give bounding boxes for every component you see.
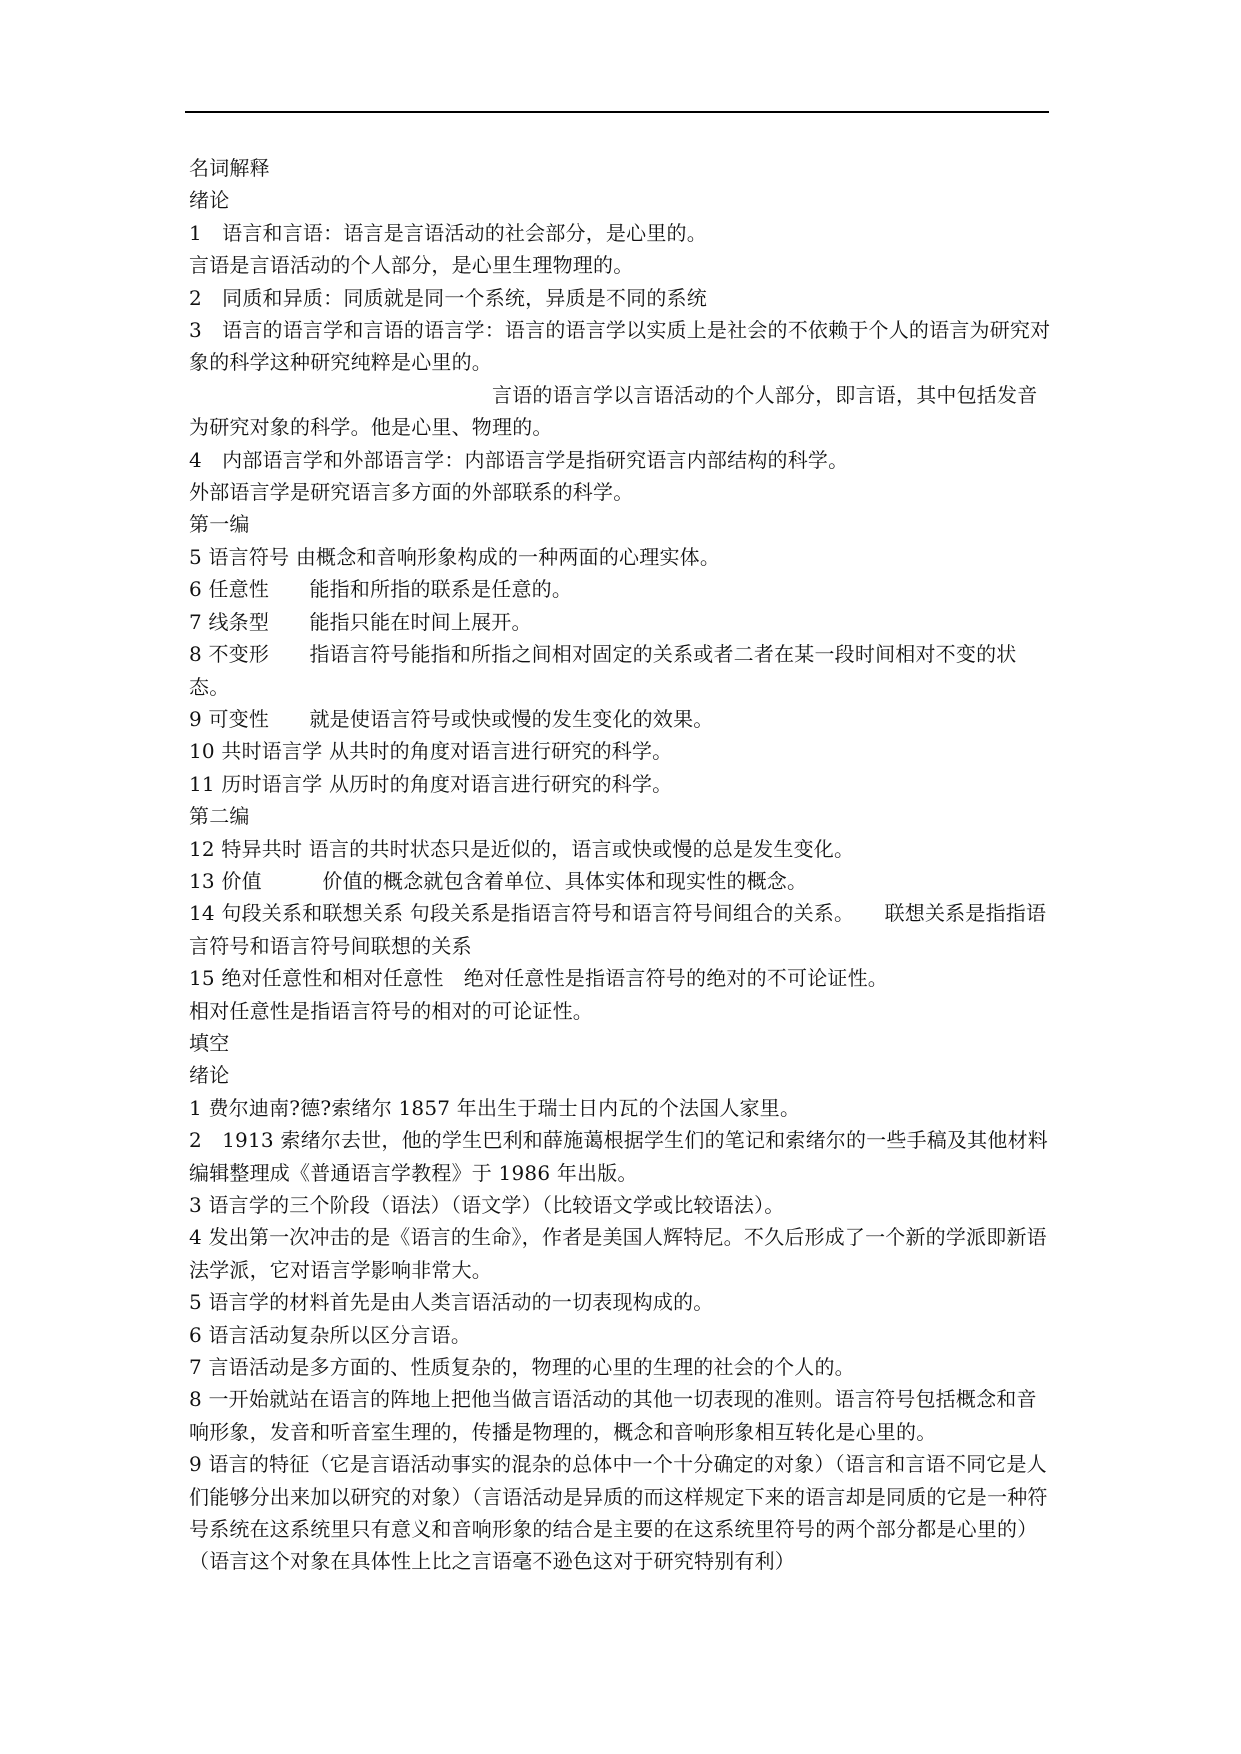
- text-line: 6 任意性 能指和所指的联系是任意的。: [189, 577, 573, 602]
- text-line: 7 言语活动是多方面的、性质复杂的，物理的心里的生理的社会的个人的。: [189, 1355, 855, 1380]
- text-line: 第一编: [189, 512, 250, 537]
- text-line: 2 1913 索绪尔去世，他的学生巴利和薛施蔼根据学生们的笔记和索绪尔的一些手稿及其他材料编辑整理成《普通语言学教程》于 1986 年出版。: [189, 1128, 1048, 1185]
- text-line: 外部语言学是研究语言多方面的外部联系的科学。: [189, 480, 634, 505]
- text-line: 言语是言语活动的个人部分，是心里生理物理的。: [189, 253, 634, 278]
- text-line: 13 价值 价值的概念就包含着单位、具体实体和现实性的概念。: [189, 868, 808, 893]
- text-line: 8 一开始就站在语言的阵地上把他当做言语活动的其他一切表现的准则。语言符号包括概念和音响形象，发音和听音室生理的，传播是物理的，概念和音响形象相互转化是心里的。: [189, 1387, 1037, 1444]
- text-line: 填空: [189, 1030, 230, 1055]
- text-line: 8 不变形 指语言符号能指和所指之间相对固定的关系或者二者在某一段时间相对不变的状态。: [189, 642, 1017, 699]
- text-line: 4 内部语言学和外部语言学：内部语言学是指研究语言内部结构的科学。: [189, 447, 849, 472]
- text-line: 9 语言的特征（它是言语活动事实的混杂的总体中一个十分确定的对象）（语言和言语不同它是人们能够分出来加以研究的对象）（言语活动是异质的而这样规定下来的语言却是同质的它是一种符号系统在这系统里只有意义和音响形象的结合是主要的在这系统里符号的两个部分都是心里的）（语言这个对象在具体性上比之言语毫不逊色这对于研究特别有利）: [189, 1452, 1048, 1574]
- text-line: 名词解释: [189, 156, 270, 180]
- text-line: 5 语言学的材料首先是由人类言语活动的一切表现构成的。: [189, 1290, 714, 1315]
- text-line: 第二编: [189, 804, 250, 829]
- text-line: 15 绝对任意性和相对任意性 绝对任意性是指语言符号的绝对的不可论证性。: [189, 966, 889, 991]
- text-line: 7 线条型 能指只能在时间上展开。: [189, 609, 532, 634]
- text-line: 11 历时语言学 从历时的角度对语言进行研究的科学。: [189, 771, 673, 796]
- text-line: 4 发出第一次冲击的是《语言的生命》，作者是美国人辉特尼。不久后形成了一个新的学派即新语法学派，它对语言学影响非常大。: [189, 1225, 1047, 1282]
- text-line: 言语的语言学以言语活动的个人部分，即言语，其中包括发音为研究对象的科学。他是心里、物理的。: [189, 382, 1038, 440]
- text-line: 相对任意性是指语言符号的相对的可论证性。: [189, 998, 593, 1023]
- text-line: 绪论: [189, 188, 230, 213]
- header-rule: [185, 111, 1049, 113]
- text-line: 5 语言符号 由概念和音响形象构成的一种两面的心理实体。: [189, 544, 721, 569]
- text-line: 10 共时语言学 从共时的角度对语言进行研究的科学。: [189, 739, 673, 764]
- text-line: 1 费尔迪南?德?索绪尔 1857 年出生于瑞士日内瓦的个法国人家里。: [189, 1095, 801, 1120]
- text-line: 3 语言的语言学和言语的语言学：语言的语言学以实质上是社会的不依赖于个人的语言为研究对象的科学这种研究纯粹是心里的。: [189, 318, 1051, 375]
- text-line: 1 语言和言语：语言是言语活动的社会部分，是心里的。: [189, 220, 707, 245]
- document-body: [189, 152, 1055, 1578]
- text-line: 绪论: [189, 1063, 230, 1088]
- text-line: 12 特异共时 语言的共时状态只是近似的，语言或快或慢的总是发生变化。: [189, 836, 855, 861]
- text-line: 2 同质和异质：同质就是同一个系统，异质是不同的系统: [189, 285, 707, 310]
- text-line: 14 句段关系和联想关系 句段关系是指语言符号和语言符号间组合的关系。 联想关系是指指语言符号和语言符号间联想的关系: [189, 901, 1047, 958]
- text-line: 9 可变性 就是使语言符号或快或慢的发生变化的效果。: [189, 706, 714, 731]
- text-line: 6 语言活动复杂所以区分言语。: [189, 1322, 472, 1347]
- text-line: 3 语言学的三个阶段（语法）（语文学）（比较语文学或比较语法）。: [189, 1193, 785, 1217]
